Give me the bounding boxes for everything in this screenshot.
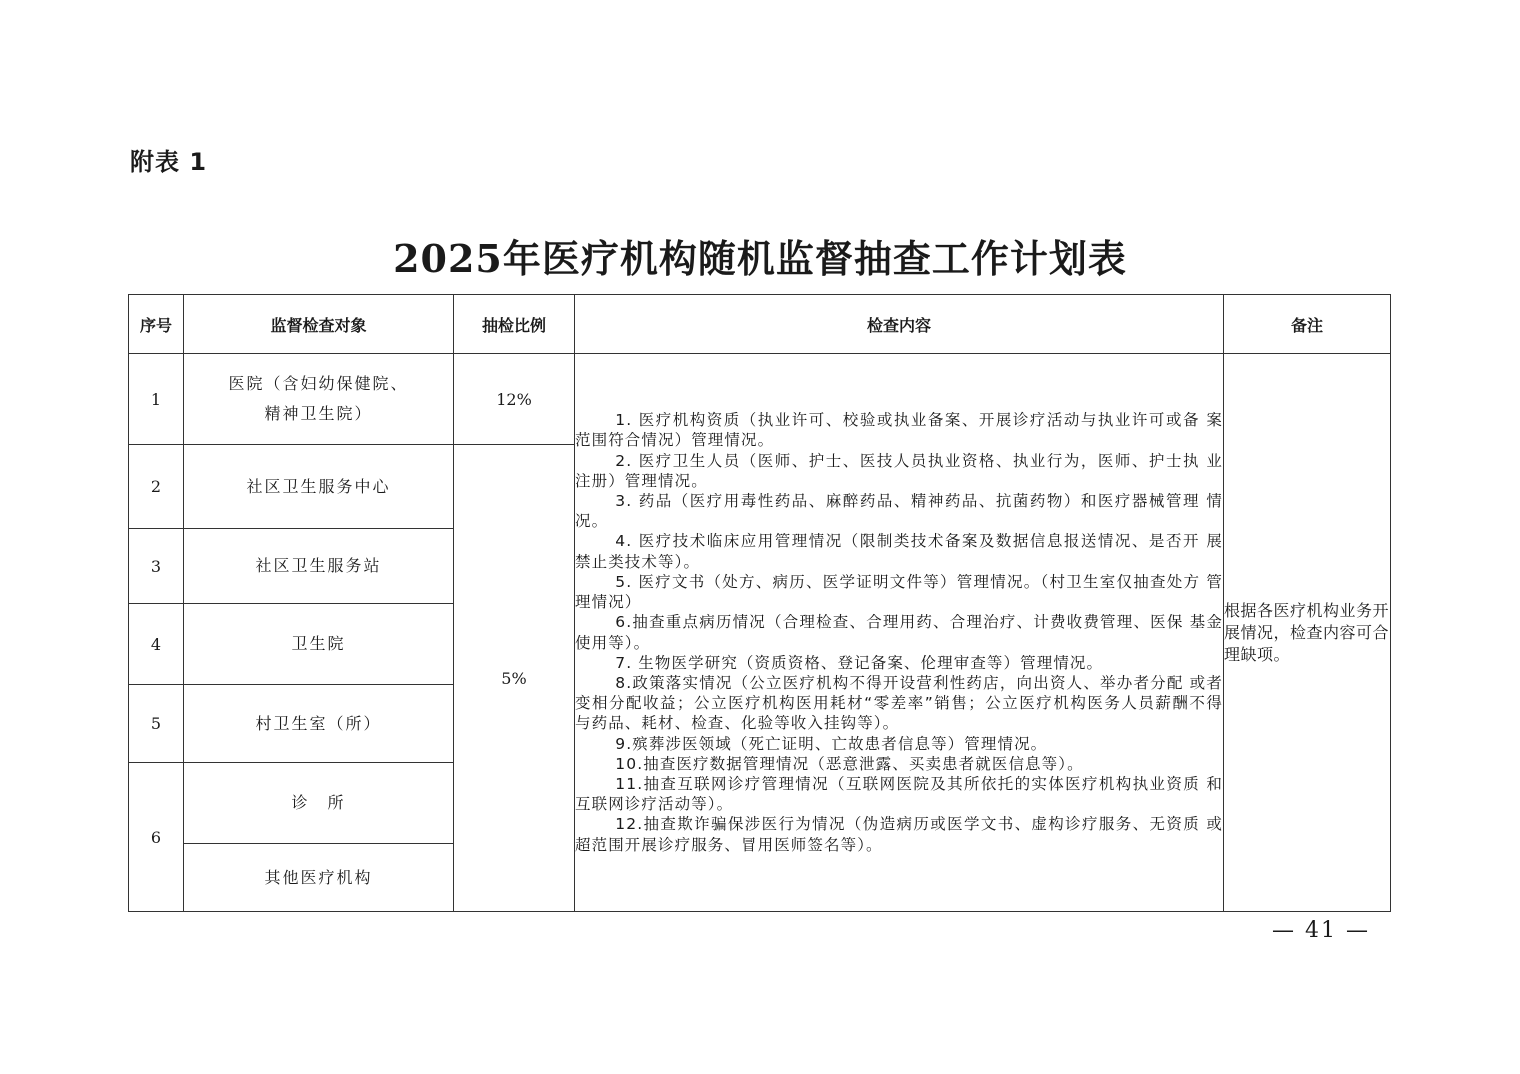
content-item: 10.抽查医疗数据管理情况（恶意泄露、买卖患者就医信息等）。: [615, 754, 1084, 773]
content-item: 6.抽查重点病历情况（合理检查、合理用药、合理治疗、计费收费管理、医保 基金使用等）。: [575, 613, 1223, 652]
content-item: 7. 生物医学研究（资质资格、登记备案、伦理审查等）管理情况。: [615, 653, 1104, 672]
object-line: 医院（含妇幼保健院、: [228, 374, 409, 393]
content-item: 3. 药品（医疗用毒性药品、麻醉药品、精神药品、抗菌药物）和医疗器械管理 情况。: [575, 492, 1223, 531]
content-item: 9.殡葬涉医领域（死亡证明、亡故患者信息等）管理情况。: [615, 734, 1048, 753]
row-num: 4: [129, 604, 184, 685]
table-row: [129, 354, 1391, 445]
row-num: 2: [129, 445, 184, 529]
row-object: [184, 354, 454, 445]
header-num: 序号: [129, 295, 184, 354]
plan-table: [128, 294, 1391, 912]
inspection-content-cell: [575, 354, 1224, 912]
content-item: 8.政策落实情况（公立医疗机构不得开设营利性药店，向出资人、举办者分配 或者变相分配收益；公立医疗机构医用耗材“零差率”销售；公立医疗机构医务人员薪酬不得与药品、耗材、检查、化验等收入挂钩等）。: [575, 673, 1223, 733]
ratio-cell: 12%: [454, 354, 575, 445]
header-ratio: 抽检比例: [454, 295, 575, 354]
row-object: 诊 所: [184, 763, 454, 844]
content-item: 12.抽查欺诈骗保涉医行为情况（伪造病历或医学文书、虚构诊疗服务、无资质 或超范围开展诊疗服务、冒用医师签名等）。: [575, 815, 1223, 854]
row-object: 卫生院: [184, 604, 454, 685]
content-item: 11.抽查互联网诊疗管理情况（互联网医院及其所依托的实体医疗机构执业资质 和互联网诊疗活动等）。: [575, 774, 1223, 814]
table-header-row: [129, 295, 1391, 354]
note-cell: 根据各医疗机构业务开展情况，检查内容可合理缺项。: [1224, 354, 1391, 912]
row-num: 5: [129, 685, 184, 763]
object-line: 精神卫生院）: [264, 404, 373, 423]
row-num: 1: [129, 354, 184, 445]
content-item: 5. 医疗文书（处方、病历、医学证明文件等）管理情况。（村卫生室仅抽查处方 管理情况）: [575, 572, 1223, 612]
row-object: 村卫生室（所）: [184, 685, 454, 763]
content-item: 4. 医疗技术临床应用管理情况（限制类技术备案及数据信息报送情况、是否开 展禁止类技术等）。: [575, 532, 1223, 571]
shared-ratio-cell: 5%: [454, 445, 575, 912]
content-item: 1. 医疗机构资质（执业许可、校验或执业备案、开展诊疗活动与执业许可或备 案范围符合情况）管理情况。: [575, 411, 1223, 450]
row-object: 社区卫生服务站: [184, 529, 454, 604]
row-num: 3: [129, 529, 184, 604]
document-title: 2025年医疗机构随机监督抽查工作计划表: [393, 236, 1127, 281]
page-number: — 41 —: [1272, 918, 1370, 943]
annex-label: 附表 1: [130, 148, 208, 176]
row-object: 社区卫生服务中心: [184, 445, 454, 529]
header-content: 检查内容: [575, 295, 1224, 354]
header-note: 备注: [1224, 295, 1391, 354]
row-object: 其他医疗机构: [184, 844, 454, 912]
row-num: 6: [129, 763, 184, 912]
header-object: 监督检查对象: [184, 295, 454, 354]
content-item: 2. 医疗卫生人员（医师、护士、医技人员执业资格、执业行为，医师、护士执 业注册）管理情况。: [575, 451, 1223, 490]
